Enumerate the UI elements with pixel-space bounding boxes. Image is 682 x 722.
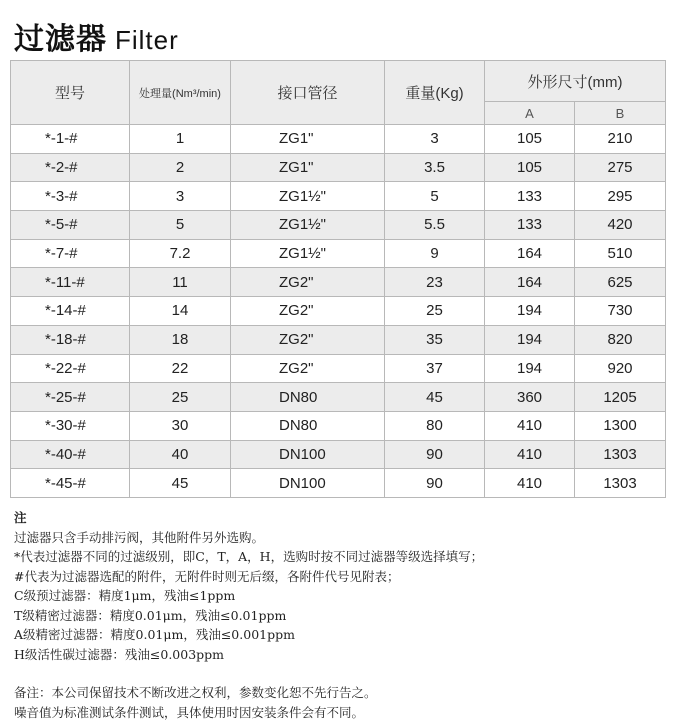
cell-dim-a: 164 [485, 268, 575, 297]
cell-pipe: ZG2" [231, 354, 385, 383]
header-dim-b: B [575, 102, 666, 125]
cell-dim-a: 410 [485, 469, 575, 498]
cell-pipe: ZG1½" [231, 182, 385, 211]
table-row [11, 354, 666, 383]
cell-flow: 18 [130, 325, 231, 354]
table-row [11, 325, 666, 354]
header-dim-a: A [485, 102, 575, 125]
note-line: T级精密过滤器：精度0.01μm，残油≤0.01ppm [14, 606, 664, 626]
cell-weight: 5 [385, 182, 485, 211]
cell-weight: 25 [385, 297, 485, 326]
cell-pipe: DN80 [231, 383, 385, 412]
cell-model: *-2-# [11, 153, 130, 182]
cell-dim-b: 420 [575, 211, 666, 240]
cell-flow: 25 [130, 383, 231, 412]
cell-model: *-3-# [11, 182, 130, 211]
table-row [11, 383, 666, 412]
cell-dim-b: 1303 [575, 440, 666, 469]
cell-model: *-22-# [11, 354, 130, 383]
cell-dim-a: 105 [485, 153, 575, 182]
cell-model: *-25-# [11, 383, 130, 412]
cell-pipe: ZG1" [231, 125, 385, 154]
cell-dim-a: 194 [485, 354, 575, 383]
cell-model: *-45-# [11, 469, 130, 498]
table-row [11, 297, 666, 326]
cell-model: *-1-# [11, 125, 130, 154]
notes-section [14, 508, 664, 722]
cell-dim-b: 920 [575, 354, 666, 383]
table-row [11, 182, 666, 211]
cell-dim-b: 1303 [575, 469, 666, 498]
header-dims: 外形尺寸(mm) [485, 61, 666, 102]
header-pipe: 接口管径 [231, 61, 385, 125]
cell-weight: 9 [385, 239, 485, 268]
cell-dim-b: 1205 [575, 383, 666, 412]
cell-model: *-5-# [11, 211, 130, 240]
table-row [11, 268, 666, 297]
cell-pipe: ZG1" [231, 153, 385, 182]
note-line: A级精密过滤器：精度0.01μm，残油≤0.001ppm [14, 625, 664, 645]
title-cn: 过滤器 [14, 23, 107, 56]
cell-pipe: ZG2" [231, 297, 385, 326]
header-model: 型号 [11, 61, 130, 125]
cell-dim-a: 105 [485, 125, 575, 154]
cell-pipe: ZG1½" [231, 211, 385, 240]
cell-dim-a: 133 [485, 211, 575, 240]
cell-weight: 45 [385, 383, 485, 412]
cell-pipe: ZG2" [231, 325, 385, 354]
title-en: Filter [115, 25, 179, 55]
cell-flow: 1 [130, 125, 231, 154]
cell-model: *-14-# [11, 297, 130, 326]
cell-dim-a: 410 [485, 440, 575, 469]
filter-spec-table [10, 60, 666, 498]
cell-model: *-40-# [11, 440, 130, 469]
cell-dim-a: 194 [485, 297, 575, 326]
note-line: C级预过滤器：精度1μm，残油≤1ppm [14, 586, 664, 606]
note-line: #代表为过滤器选配的附件，无附件时则无后缀，各附件代号见附表； [14, 567, 664, 587]
cell-flow: 40 [130, 440, 231, 469]
page-title [14, 14, 179, 58]
cell-weight: 37 [385, 354, 485, 383]
cell-pipe: DN100 [231, 469, 385, 498]
cell-dim-a: 194 [485, 325, 575, 354]
cell-flow: 11 [130, 268, 231, 297]
cell-dim-a: 410 [485, 411, 575, 440]
cell-flow: 45 [130, 469, 231, 498]
cell-weight: 80 [385, 411, 485, 440]
note-line: H级活性碳过滤器：残油≤0.003ppm [14, 645, 664, 665]
cell-model: *-7-# [11, 239, 130, 268]
cell-weight: 23 [385, 268, 485, 297]
table-row [11, 469, 666, 498]
cell-flow: 14 [130, 297, 231, 326]
table-row [11, 211, 666, 240]
cell-weight: 90 [385, 469, 485, 498]
note-line: *代表过滤器不同的过滤级别，即C，T，A，H，选购时按不同过滤器等级选择填写； [14, 547, 664, 567]
cell-flow: 5 [130, 211, 231, 240]
remark-line: 备注：本公司保留技术不断改进之权利，参数变化恕不先行告之。 [14, 683, 664, 703]
cell-model: *-18-# [11, 325, 130, 354]
cell-dim-b: 625 [575, 268, 666, 297]
header-weight: 重量(Kg) [385, 61, 485, 125]
table-row [11, 411, 666, 440]
cell-weight: 3.5 [385, 153, 485, 182]
cell-dim-b: 820 [575, 325, 666, 354]
cell-dim-a: 164 [485, 239, 575, 268]
cell-pipe: ZG2" [231, 268, 385, 297]
cell-model: *-30-# [11, 411, 130, 440]
table-row [11, 153, 666, 182]
cell-dim-a: 133 [485, 182, 575, 211]
cell-pipe: ZG1½" [231, 239, 385, 268]
cell-pipe: DN80 [231, 411, 385, 440]
cell-weight: 3 [385, 125, 485, 154]
cell-pipe: DN100 [231, 440, 385, 469]
header-flow: 处理量(Nm³/min) [130, 61, 231, 125]
cell-dim-b: 730 [575, 297, 666, 326]
remark-line: 噪音值为标准测试条件测试，具体使用时因安装条件会有不同。 [14, 703, 664, 722]
cell-dim-b: 510 [575, 239, 666, 268]
cell-dim-b: 275 [575, 153, 666, 182]
table-row [11, 440, 666, 469]
table-row [11, 125, 666, 154]
cell-flow: 3 [130, 182, 231, 211]
cell-weight: 35 [385, 325, 485, 354]
notes-heading: 注 [14, 508, 664, 528]
cell-flow: 30 [130, 411, 231, 440]
cell-model: *-11-# [11, 268, 130, 297]
cell-dim-a: 360 [485, 383, 575, 412]
cell-weight: 90 [385, 440, 485, 469]
table-row [11, 239, 666, 268]
cell-flow: 7.2 [130, 239, 231, 268]
cell-dim-b: 1300 [575, 411, 666, 440]
cell-flow: 22 [130, 354, 231, 383]
cell-weight: 5.5 [385, 211, 485, 240]
cell-flow: 2 [130, 153, 231, 182]
note-line: 过滤器只含手动排污阀，其他附件另外选购。 [14, 528, 664, 548]
cell-dim-b: 295 [575, 182, 666, 211]
cell-dim-b: 210 [575, 125, 666, 154]
